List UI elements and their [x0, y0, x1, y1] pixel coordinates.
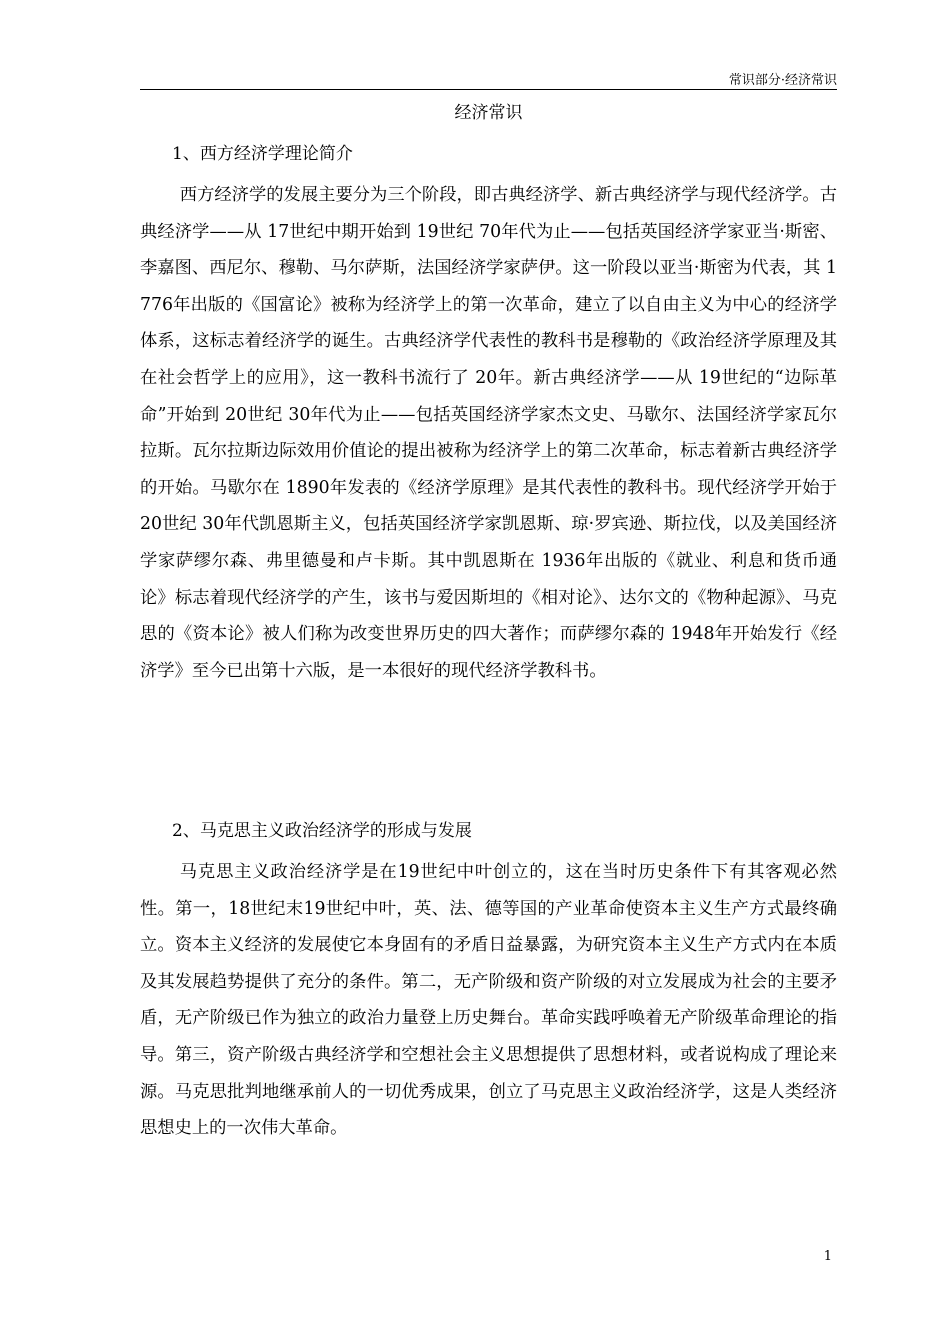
section-western-economics	[140, 141, 837, 689]
page-number: 1	[823, 1249, 832, 1264]
section-paragraph: 马克思主义政治经济学是在19世纪中叶创立的，这在当时历史条件下有其客观必然性。第一，18世纪末19世纪中叶，英、法、德等国的产业革命使资本主义生产方式最终确立。资本主义经济的发展使它本身固有的矛盾日益暴露，为研究资本主义生产方式内在本质及其发展趋势提供了充分的条件。第二，无产阶级和资产阶级的对立发展成为社会的主要矛盾，无产阶级已作为独立的政治力量登上历史舞台。革命实践呼唤着无产阶级革命理论的指导。第三，资产阶级古典经济学和空想社会主义思想提供了思想材料，或者说构成了理论来源。马克思批判地继承前人的一切优秀成果，创立了马克思主义政治经济学，这是人类经济思想史上的一次伟大革命。	[140, 862, 837, 1139]
section-heading: 1、西方经济学理论简介	[172, 144, 353, 164]
document-title: 经济常识	[454, 103, 523, 123]
section-paragraph: 西方经济学的发展主要分为三个阶段，即古典经济学、新古典经济学与现代经济学。古典经济学——从 17世纪中期开始到 19世纪 70年代为止——包括英国经济学家亚当·斯密、李嘉图、西尼尔、穆勒、马尔萨斯，法国经济学家萨伊。这一阶段以亚当·斯密为代表，其 1776年出版的《国富论》被称为经济学上的第一次革命，建立了以自由主义为中心的经济学体系，这标志着经济学的诞生。古典经济学代表性的教科书是穆勒的《政治经济学原理及其在社会哲学上的应用》，这一教科书流行了 20年。新古典经济学——从 19世纪的“边际革命”开始到 20世纪 30年代为止——包括英国经济学家杰文史、马歇尔、法国经济学家瓦尔拉斯。瓦尔拉斯边际效用价值论的提出被称为经济学上的第二次革命，标志着新古典经济学的开始。马歇尔在 1890年发表的《经济学原理》是其代表性的教科书。现代经济学开始于 20世纪 30年代凯恩斯主义，包括英国经济学家凯恩斯、琼·罗宾逊、斯拉伐，以及美国经济学家萨缪尔森、弗里德曼和卢卡斯。其中凯恩斯在 1936年出版的《就业、利息和货币通论》标志着现代经济学的产生，该书与爱因斯坦的《相对论》、达尔文的《物种起源》、马克思的《资本论》被人们称为改变世界历史的四大著作；而萨缪尔森的 1948年开始发行《经济学》至今已出第十六版，是一本很好的现代经济学教科书。	[140, 185, 837, 681]
header-divider	[140, 89, 837, 90]
section-heading: 2、马克思主义政治经济学的形成与发展	[172, 821, 472, 841]
running-header: 常识部分·经济常识	[728, 73, 837, 88]
section-marxist-political-economy	[140, 818, 837, 1147]
